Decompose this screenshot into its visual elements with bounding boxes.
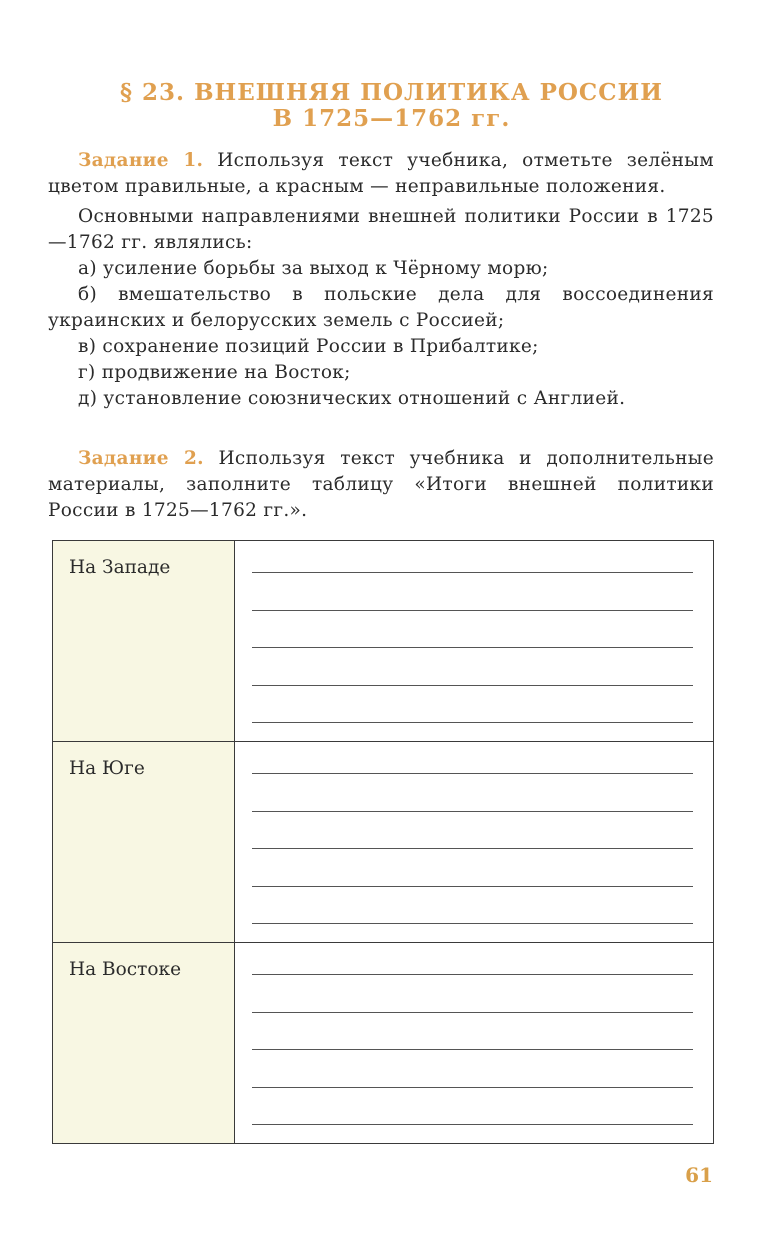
task2-label: Задание 2. bbox=[78, 448, 204, 469]
page-title bbox=[0, 80, 783, 132]
task1-question: Основными направлениями внешней политики России в 1725—1762 гг. являлись: bbox=[48, 206, 714, 253]
page-title-line2: В 1725—1762 гг. bbox=[272, 105, 511, 132]
page-title-line1: § 23. ВНЕШНЯЯ ПОЛИТИКА РОССИИ bbox=[120, 79, 663, 106]
page-number: 61 bbox=[685, 1163, 713, 1187]
answer-area-east[interactable] bbox=[235, 943, 714, 1144]
task1-option-c: в) сохранение позиций России в Прибалтике; bbox=[78, 336, 539, 357]
task1-label: Задание 1. bbox=[78, 150, 204, 171]
table-row bbox=[53, 541, 714, 742]
task1-option-a: а) усиление борьбы за выход к Чёрному морю; bbox=[78, 258, 549, 279]
task1-instruction bbox=[48, 148, 714, 412]
row-label-west: На Западе bbox=[53, 541, 235, 742]
row-label-south: На Юге bbox=[53, 742, 235, 943]
row-label-east: На Востоке bbox=[53, 943, 235, 1144]
table-row bbox=[53, 943, 714, 1144]
task1-text: Используя текст учебника, отметьте зелёным цветом правильные, а красным — неправильные положения. bbox=[48, 150, 715, 197]
task1-option-b: б) вмешательство в польские дела для воссоединения украинских и белорусских земель с Россией; bbox=[48, 284, 714, 331]
table-row bbox=[53, 742, 714, 943]
task1-option-d: г) продвижение на Восток; bbox=[78, 362, 351, 383]
task2-text: Используя текст учебника и дополнительные материалы, заполните таблицу «Итоги внешней политики России в 1725—1762 гг.». bbox=[48, 448, 715, 521]
results-table bbox=[52, 540, 714, 1144]
task2-instruction bbox=[48, 446, 714, 524]
answer-area-south[interactable] bbox=[235, 742, 714, 943]
answer-area-west[interactable] bbox=[235, 541, 714, 742]
task1-option-e: д) установление союзнических отношений с Англией. bbox=[78, 388, 626, 409]
